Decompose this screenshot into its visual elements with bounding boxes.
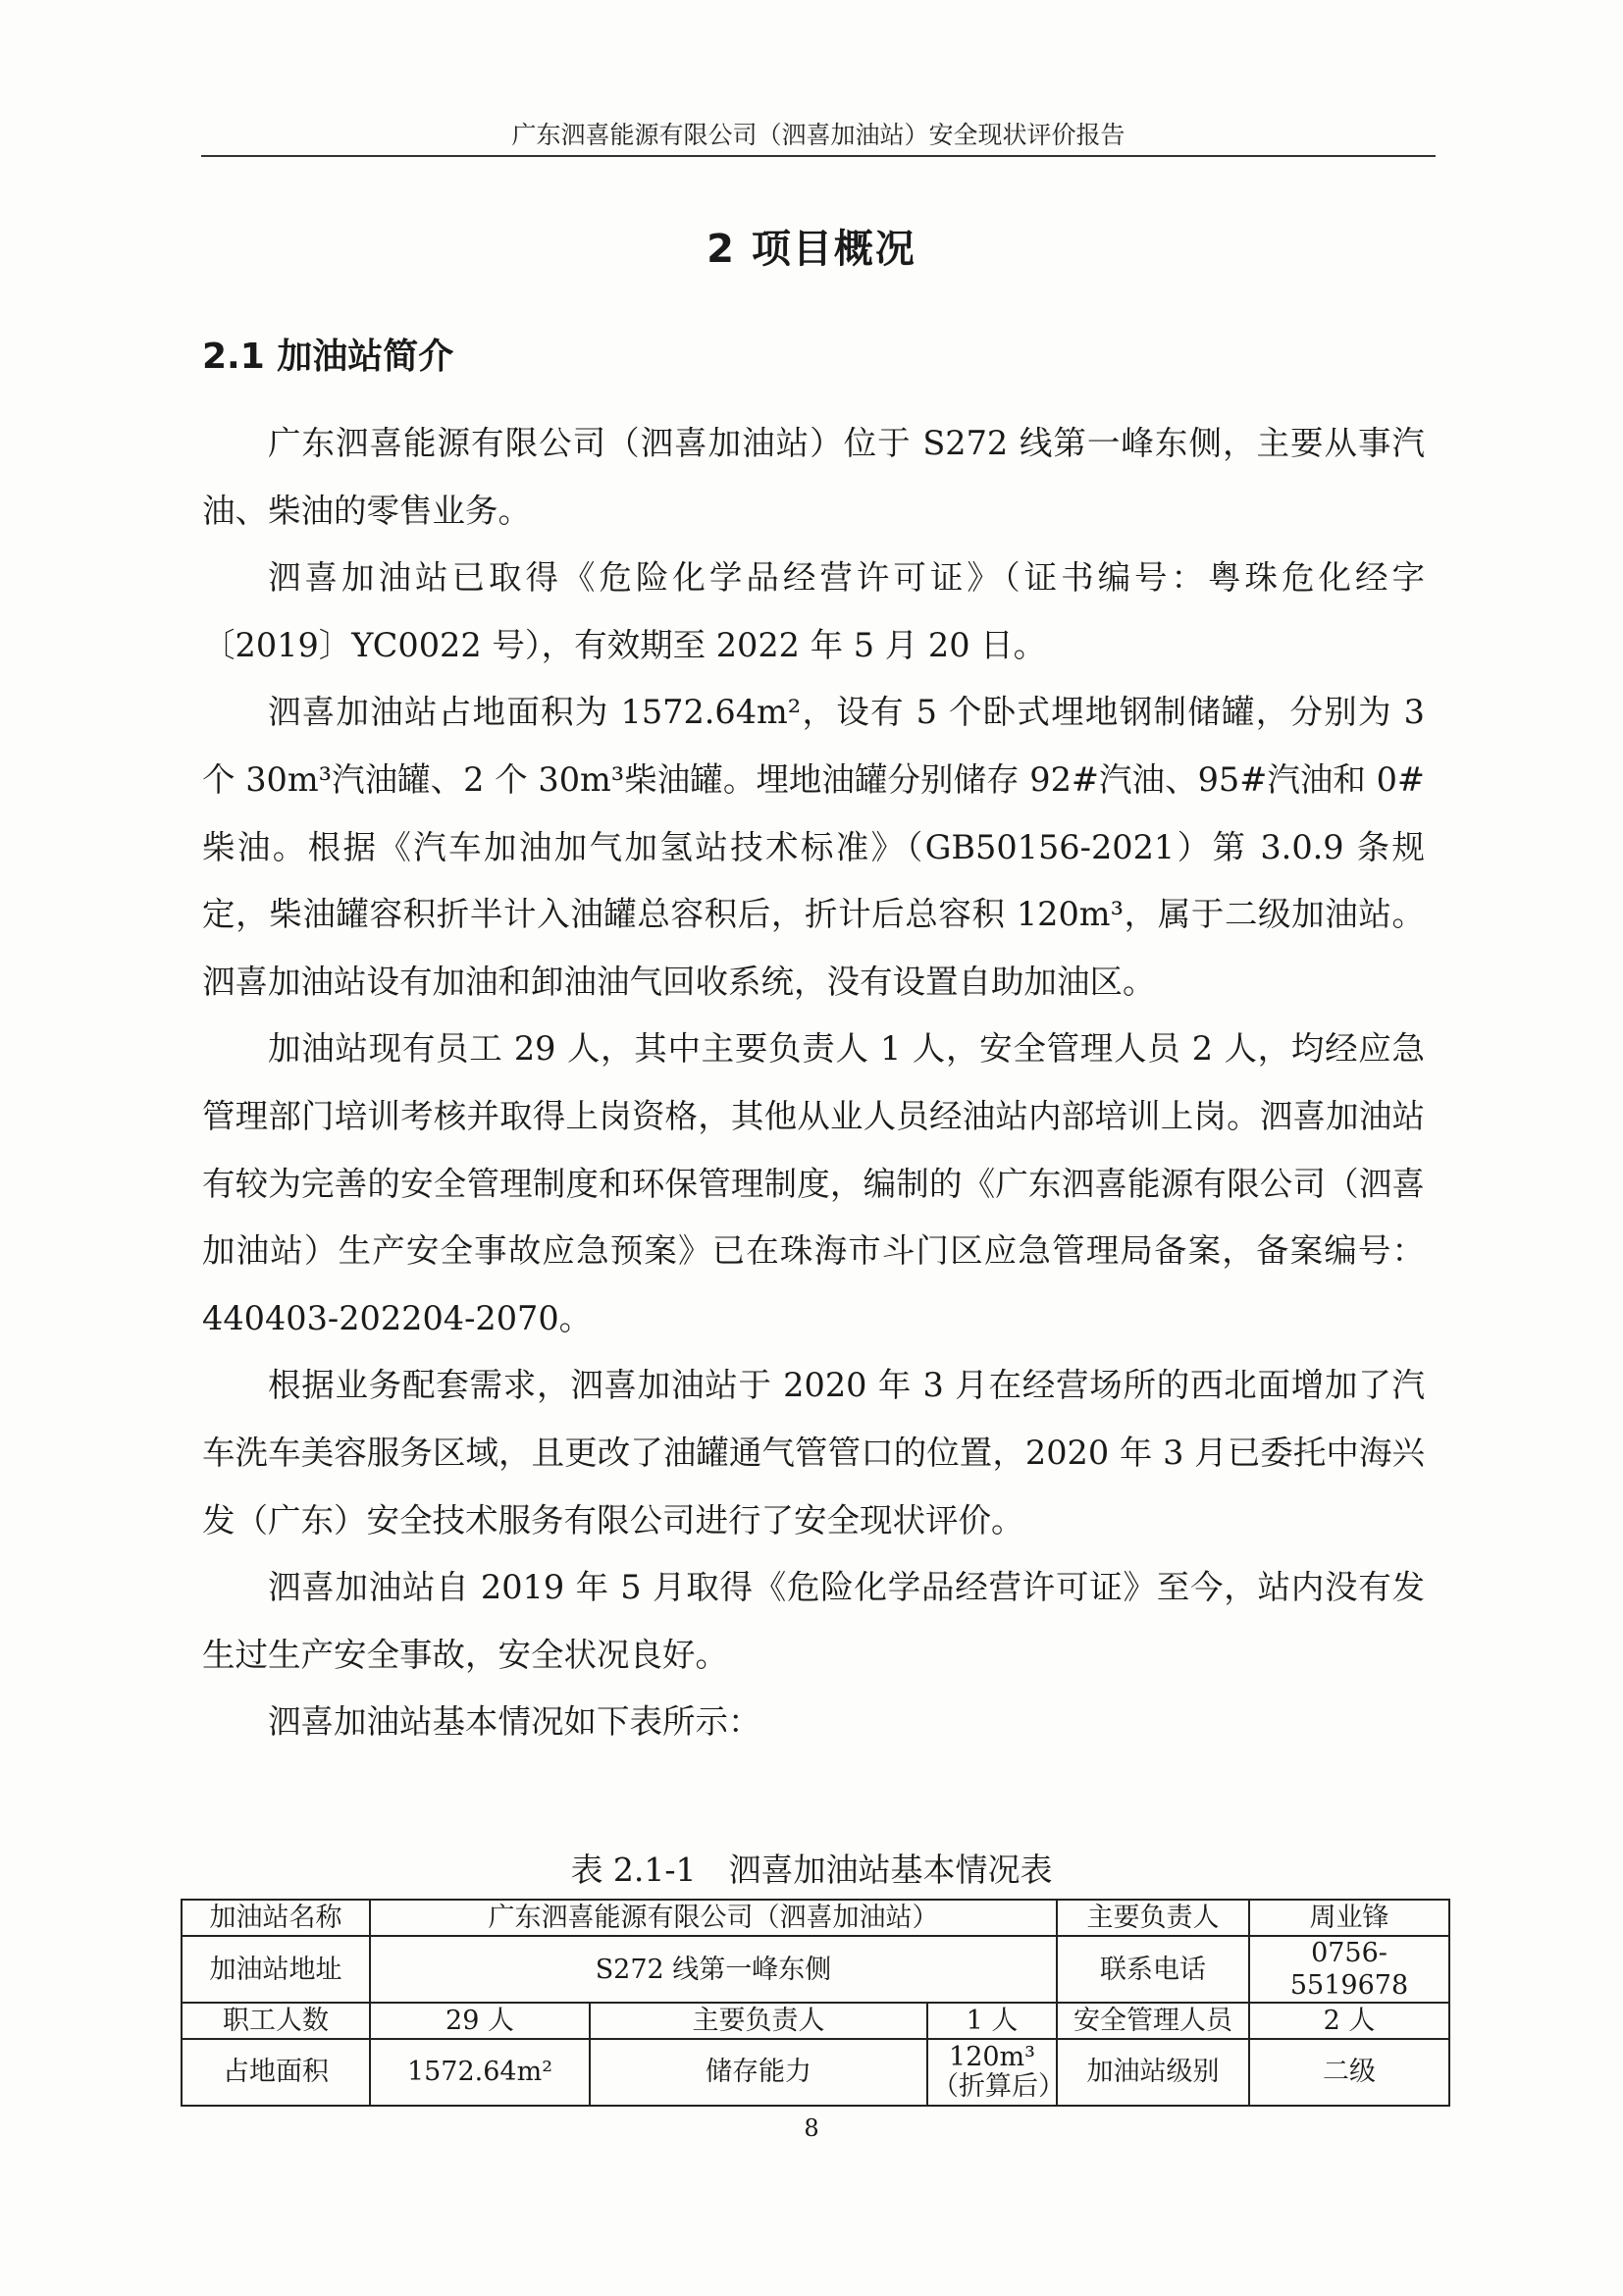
storage-capacity-note: （折算后）	[932, 2071, 1065, 2102]
section-title: 2.1 加油站简介	[202, 337, 454, 377]
table-cell	[927, 2039, 1065, 2106]
paragraph: 加油站现有员工 29 人，其中主要负责人 1 人，安全管理人员 2 人，均经应急管理部门培训考核并取得上岗资格，其他从业人员经油站内部培训上岗。泗喜加油站有较为完善的安全管理制度和环保管理制度，编制的《广东泗喜能源有限公司（泗喜加油站）生产安全事故应急预案》已在珠海市斗门区应急管理局备案，备案编号：440403-202204-2070。	[202, 1029, 1425, 1337]
table-cell: 29 人	[370, 2003, 590, 2039]
paragraph: 泗喜加油站已取得《危险化学品经营许可证》（证书编号：粤珠危化经字〔2019〕YC0022 号），有效期至 2022 年 5 月 20 日。	[202, 558, 1425, 664]
chapter-title: 2 项目概况	[707, 227, 916, 272]
table-cell: 广东泗喜能源有限公司（泗喜加油站）	[370, 1900, 1057, 1936]
paragraph: 广东泗喜能源有限公司（泗喜加油站）位于 S272 线第一峰东侧，主要从事汽油、柴油的零售业务。	[202, 424, 1425, 530]
table-row	[182, 1900, 1449, 1936]
table-label: 加油站名称	[182, 1900, 370, 1936]
table-row	[182, 1936, 1449, 2003]
table-label: 联系电话	[1057, 1936, 1249, 2003]
storage-capacity-value: 120m³	[949, 2042, 1035, 2072]
paragraph: 泗喜加油站基本情况如下表所示：	[268, 1702, 761, 1742]
table-label: 主要负责人	[590, 2003, 927, 2039]
table-label: 加油站地址	[182, 1936, 370, 2003]
table-cell: 1572.64m²	[370, 2039, 590, 2106]
basic-info-table	[181, 1899, 1450, 2107]
table-label: 主要负责人	[1057, 1900, 1249, 1936]
table-caption: 表 2.1-1 泗喜加油站基本情况表	[570, 1851, 1053, 1889]
table-label: 加油站级别	[1057, 2039, 1249, 2106]
running-header: 广东泗喜能源有限公司（泗喜加油站）安全现状评价报告	[511, 121, 1126, 149]
table-cell: 2 人	[1249, 2003, 1449, 2039]
paragraph: 根据业务配套需求，泗喜加油站于 2020 年 3 月在经营场所的西北面增加了汽车洗车美容服务区域，且更改了油罐通气管管口的位置，2020 年 3 月已委托中海兴发（广东）安全技术服务有限公司进行了安全现状评价。	[202, 1366, 1425, 1539]
paragraph: 泗喜加油站占地面积为 1572.64m²，设有 5 个卧式埋地钢制储罐，分别为 3 个 30m³汽油罐、2 个 30m³柴油罐。埋地油罐分别储存 92#汽油、95#汽油和 0#柴油。根据《汽车加油加气加氢站技术标准》（GB50156-2021）第 3.0.9 条规定，柴油罐容积折半计入油罐总容积后，折计后总容积 120m³，属于二级加油站。泗喜加油站设有加油和卸油油气回收系统，没有设置自助加油区。	[202, 693, 1425, 1001]
table-label: 安全管理人员	[1057, 2003, 1249, 2039]
table-cell: 二级	[1249, 2039, 1449, 2106]
page-number: 8	[804, 2114, 819, 2142]
table-label: 储存能力	[590, 2039, 927, 2106]
table-cell: 0756-5519678	[1249, 1936, 1449, 2003]
table-row	[182, 2039, 1449, 2106]
table-cell: 1 人	[927, 2003, 1057, 2039]
table-row	[182, 2003, 1449, 2039]
table-label: 占地面积	[182, 2039, 370, 2106]
header-rule	[201, 155, 1436, 157]
table-cell: 周业锋	[1249, 1900, 1449, 1936]
paragraph: 泗喜加油站自 2019 年 5 月取得《危险化学品经营许可证》至今，站内没有发生过生产安全事故，安全状况良好。	[202, 1568, 1425, 1674]
table-label: 职工人数	[182, 2003, 370, 2039]
body-text	[202, 410, 1425, 1756]
table-cell: S272 线第一峰东侧	[370, 1936, 1057, 2003]
